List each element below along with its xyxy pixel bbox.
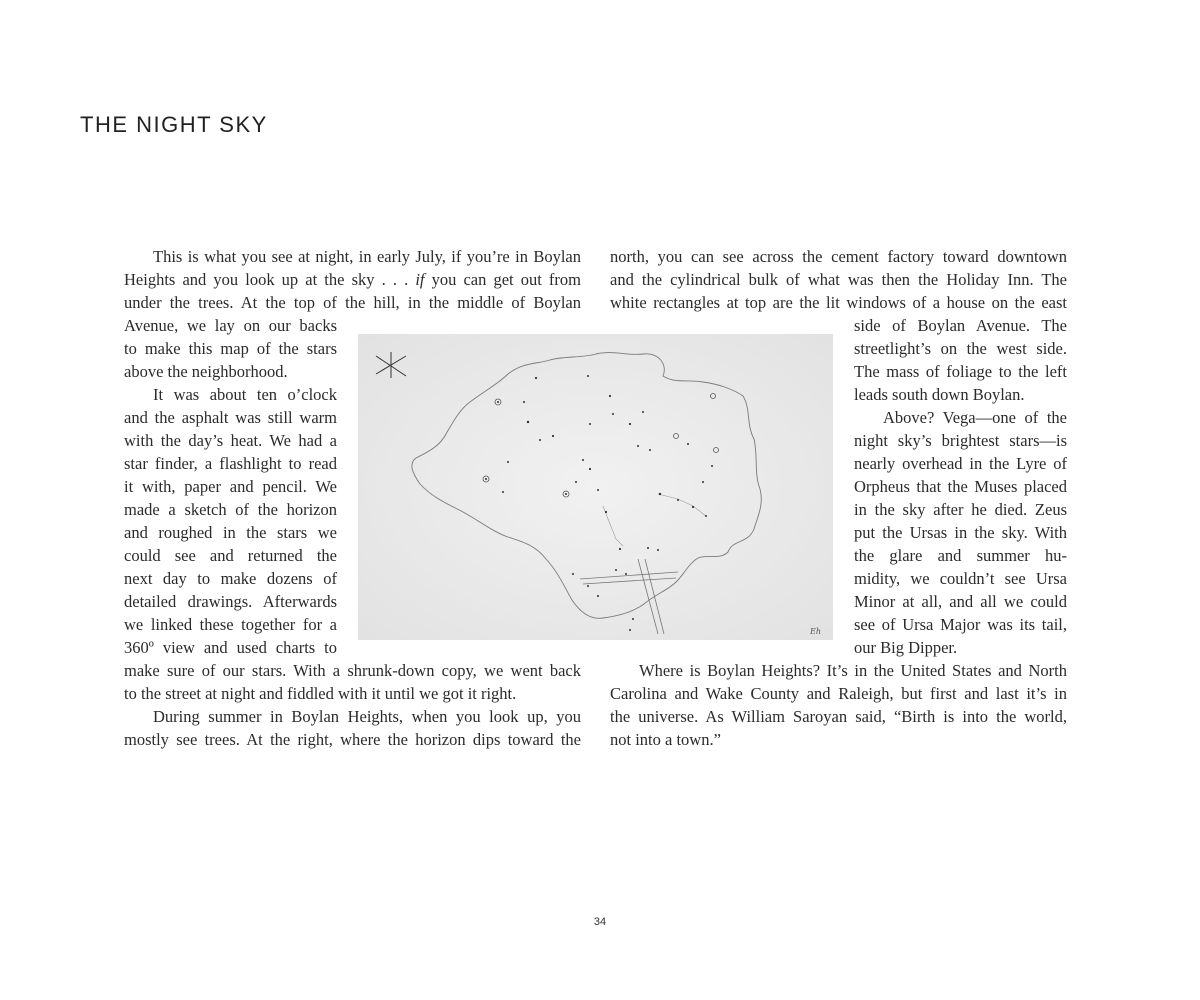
text-line: and roughed in the stars we bbox=[124, 523, 337, 542]
text-line: in the sky after he died. Zeus bbox=[854, 500, 1067, 519]
text-line: streetlight’s on the west side. bbox=[854, 339, 1067, 358]
text-line: Above? Vega—one of the bbox=[883, 408, 1067, 427]
text-line: our Big Dipper. bbox=[854, 638, 958, 657]
text-line: Avenue, we lay on our backs bbox=[124, 316, 337, 335]
text-line: Carolina and Wake County and Raleigh, but first and last it’s in bbox=[610, 684, 1067, 703]
text-line: white rectangles at top are the lit windows of a house on the east bbox=[610, 293, 1067, 312]
text-line: During summer in Boylan Heights, when you look up, you bbox=[153, 707, 581, 726]
text-line: star finder, a flashlight to read bbox=[124, 454, 337, 473]
text-line: made a sketch of the horizon bbox=[124, 500, 337, 519]
text-line: and the cylindrical bulk of what was then the Holiday Inn. The bbox=[610, 270, 1067, 289]
text-line: Heights and you look up at the sky . . . if you can get out from bbox=[124, 270, 581, 289]
text-line: make sure of our stars. With a shrunk-down copy, we went back bbox=[124, 661, 581, 680]
artist-sign: Eh bbox=[810, 627, 821, 636]
text-line: Where is Boylan Heights? It’s in the United States and North bbox=[639, 661, 1067, 680]
text-line: the universe. As William Saroyan said, “Birth is into the world, bbox=[610, 707, 1067, 726]
text-line: north, you can see across the cement factory toward downtown bbox=[610, 247, 1067, 266]
text-line: above the neighborhood. bbox=[124, 362, 288, 381]
text-line: side of Boylan Avenue. The bbox=[854, 316, 1067, 335]
text-line: the glare and summer hu- bbox=[854, 546, 1067, 565]
text-line: to the street at night and fiddled with it until we got it right. bbox=[124, 684, 517, 703]
text-line: to make this map of the stars bbox=[124, 339, 337, 358]
star-map-drawing bbox=[358, 334, 833, 640]
page-title: THE NIGHT SKY bbox=[80, 112, 268, 137]
text-line: mostly see trees. At the right, where the horizon dips toward the bbox=[124, 730, 581, 749]
text-line: we linked these together for a bbox=[124, 615, 337, 634]
text-line: midity, we couldn’t see Ursa bbox=[854, 569, 1067, 588]
paper-background bbox=[358, 334, 833, 640]
text-line: This is what you see at night, in early July, if you’re in Boylan bbox=[153, 247, 581, 266]
page-number: 34 bbox=[593, 916, 607, 928]
star-map-figure bbox=[358, 334, 833, 640]
text-line: see of Ursa Major was its tail, bbox=[854, 615, 1067, 634]
text-line: nearly overhead in the Lyre of bbox=[854, 454, 1067, 473]
text-line: put the Ursas in the sky. With bbox=[854, 523, 1067, 542]
text-line: it with, paper and pencil. We bbox=[124, 477, 337, 496]
text-line: detailed drawings. Afterwards bbox=[124, 592, 337, 611]
text-line: could see and returned the bbox=[124, 546, 337, 565]
text-line: leads south down Boylan. bbox=[854, 385, 1025, 404]
text-line: not into a town.” bbox=[610, 730, 721, 749]
text-line: 360º view and used charts to bbox=[124, 638, 337, 657]
text-line: next day to make dozens of bbox=[124, 569, 337, 588]
text-line: night sky’s brightest stars—is bbox=[854, 431, 1067, 450]
text-line: The mass of foliage to the left bbox=[854, 362, 1067, 381]
text-line: with the day’s heat. We had a bbox=[124, 431, 337, 450]
text-line: Orpheus that the Muses placed bbox=[854, 477, 1067, 496]
text-line: and the asphalt was still warm bbox=[124, 408, 337, 427]
text-line: Minor at all, and all we could bbox=[854, 592, 1067, 611]
text-line: under the trees. At the top of the hill, in the middle of Boylan bbox=[124, 293, 581, 312]
text-line: It was about ten o’clock bbox=[153, 385, 337, 404]
